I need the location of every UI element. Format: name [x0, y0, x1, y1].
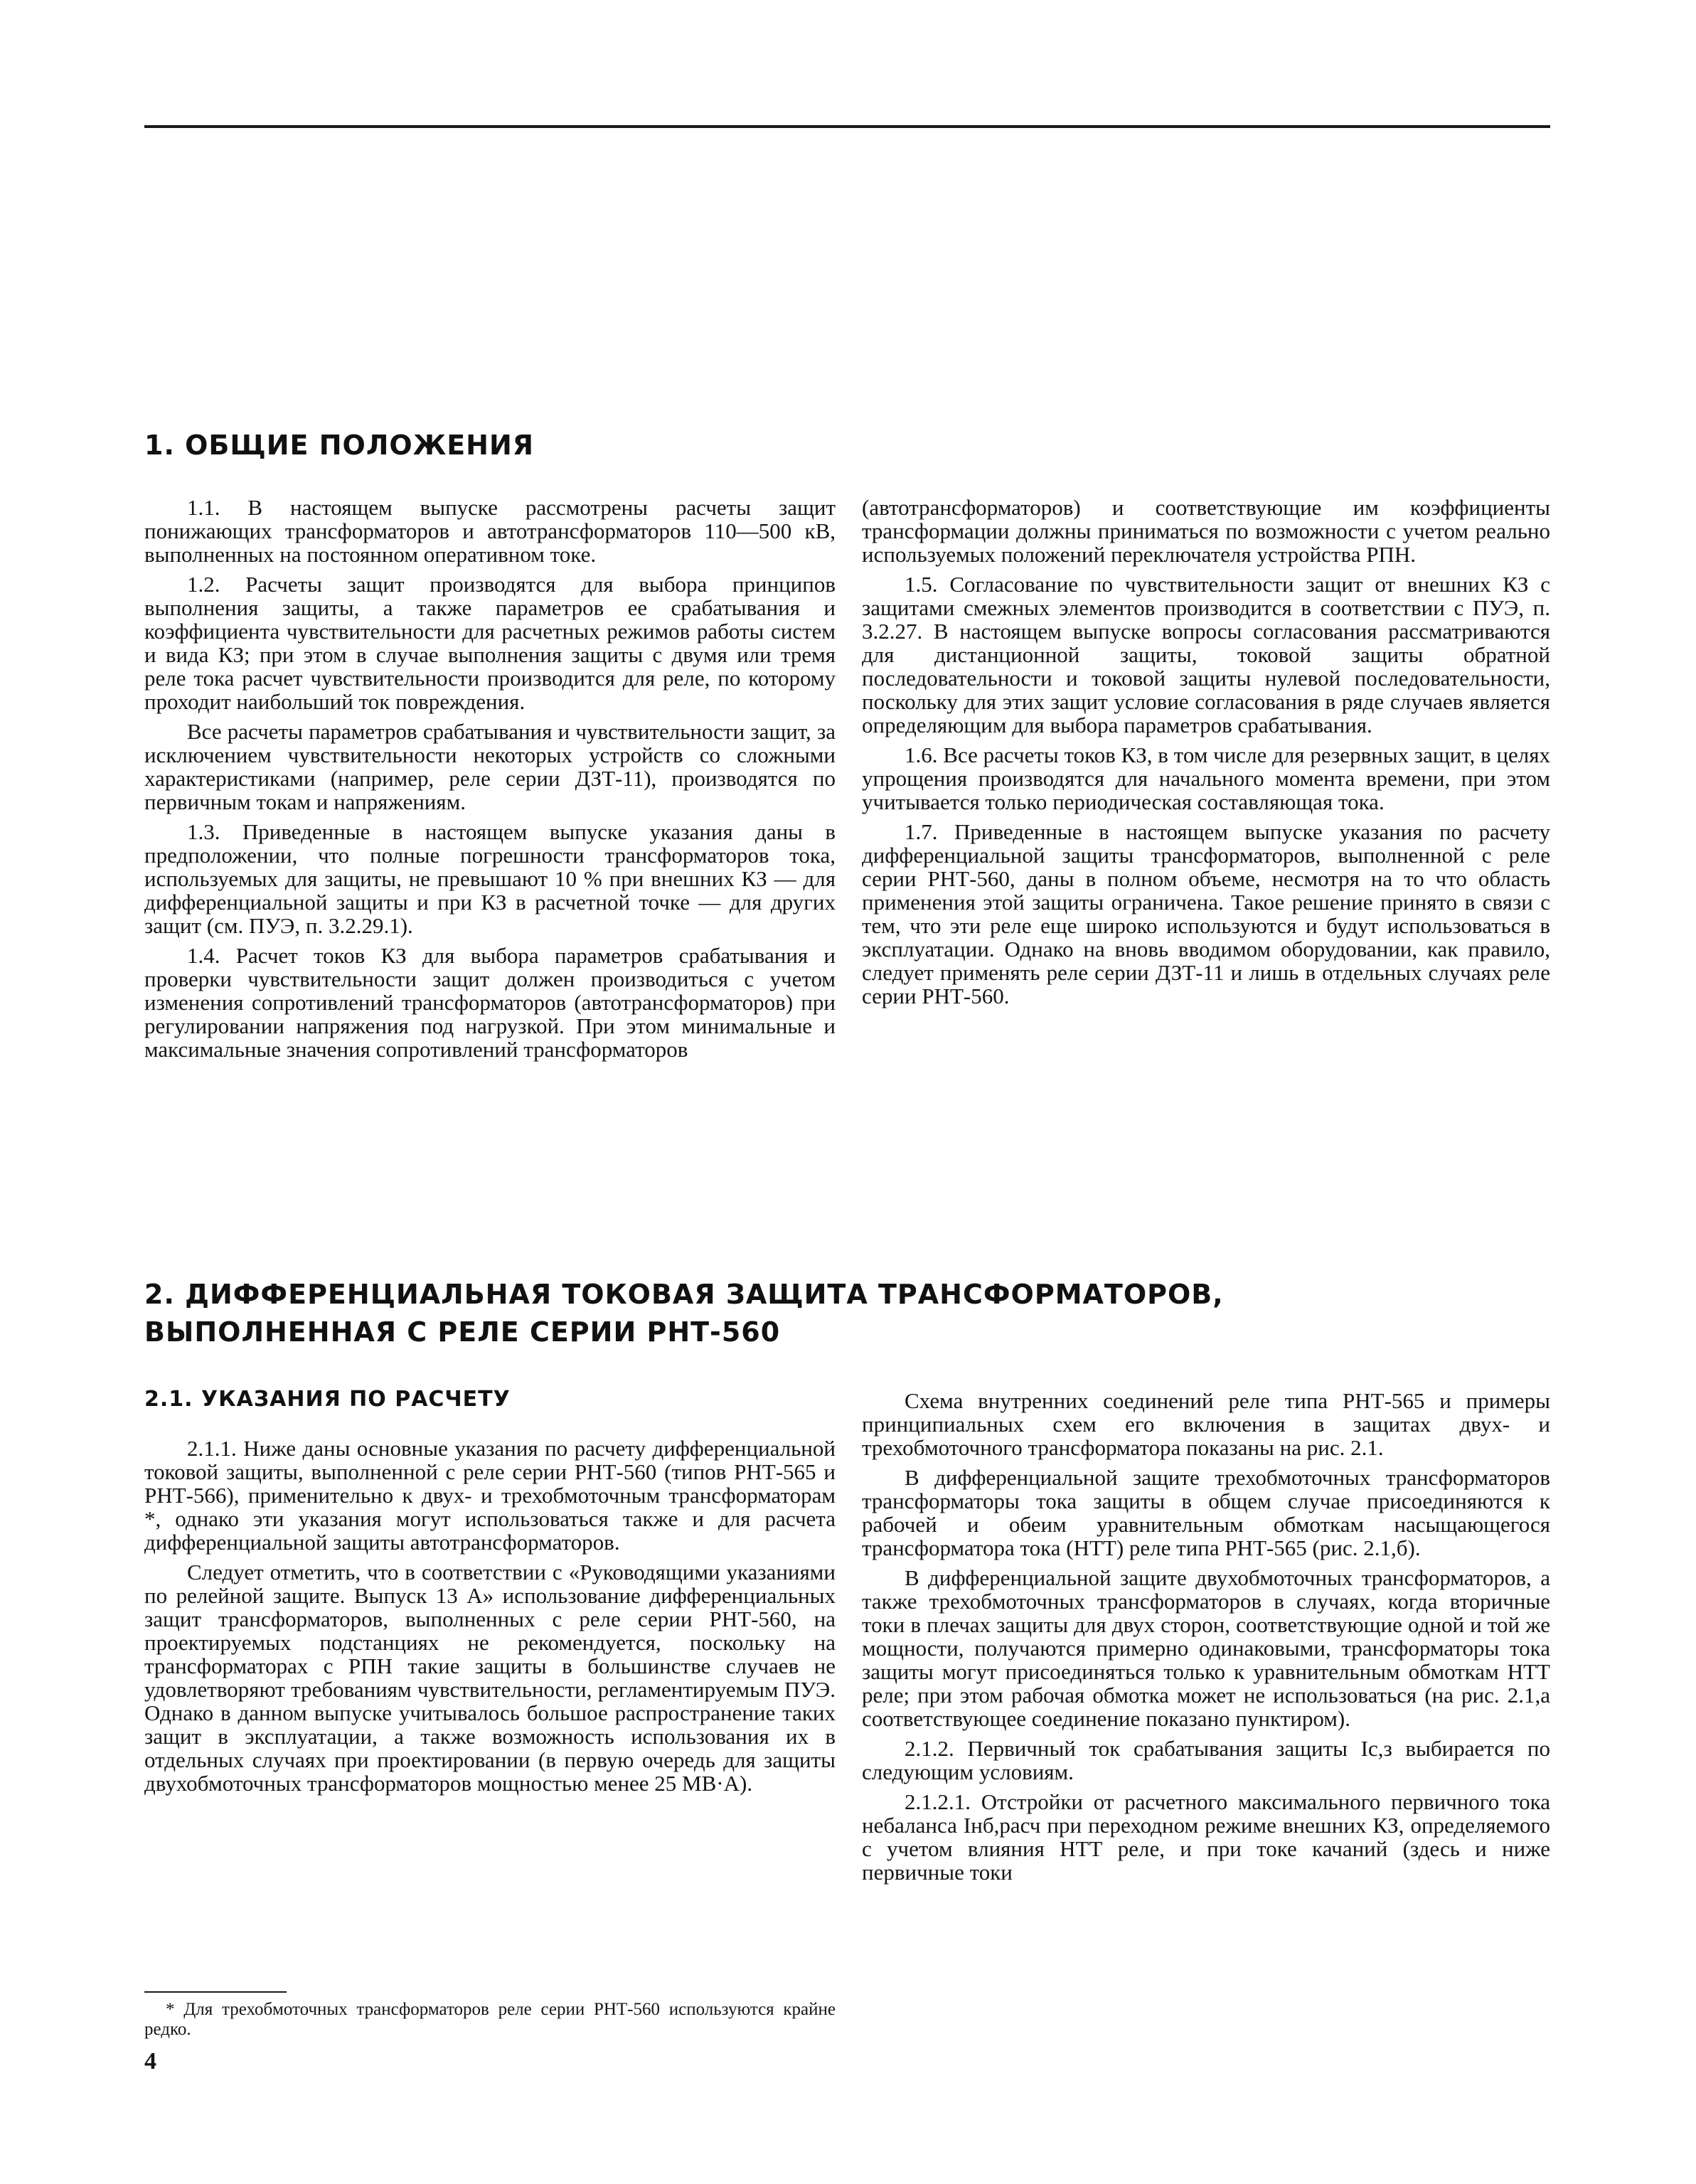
section-2-heading-line-1: 2. ДИФФЕРЕНЦИАЛЬНАЯ ТОКОВАЯ ЗАЩИТА ТРАНСФОРМАТОРОВ, — [144, 1279, 1224, 1310]
paragraph-scheme: Схема внутренних соединений реле типа РНТ-565 и примеры принципиальных схем его включения в защитах двух- и трехобмоточного трансформатора показаны на рис. 2.1. — [862, 1388, 1550, 1460]
paragraph-2-1-2-1: 2.1.2.1. Отстройки от расчетного максимального первичного тока небаланса Iнб,расч при переходном режиме внешних КЗ, определяемого с учетом влияния НТТ реле, и при токе качаний (здесь и ниже первичные токи — [862, 1789, 1550, 1885]
paragraph-2-1-1: 2.1.1. Ниже даны основные указания по расчету дифференциальной токовой защиты, выполненной с реле серии РНТ-560 (типов РНТ-565 и РНТ-566), применительно к двух- и трехобмоточным трансформаторам *, однако эти указания могут использоваться также и для расчета дифференциальной защиты автотрансформаторов. — [144, 1436, 836, 1555]
top-rule — [144, 125, 1550, 128]
paragraph-1-2: 1.2. Расчеты защит производятся для выбора принципов выполнения защиты, а также параметров ее срабатывания и коэффициента чувствительности для расчетных режимов работы систем и вида КЗ; при этом в случае выполнения защиты с двумя или тремя реле тока расчет чувствительности производится для реле, по которому проходит наибольший ток повреждения. — [144, 572, 836, 714]
footnote-rule — [144, 1991, 287, 1993]
subsection-2-1-heading: 2.1. УКАЗАНИЯ ПО РАСЧЕТУ — [144, 1387, 511, 1412]
paragraph-2-1-1-note: Следует отметить, что в соответствии с «Руководящими указаниями по релейной защите. Выпуск 13 А» использование дифференциальных защит трансформаторов, выполненных с реле серии РНТ-560, на проектируемых подстанциях не рекомендуется, поскольку на трансформаторах с РПН такие защиты в большинстве случаев не удовлетворяют требованиям чувствительности, регламентируемым ПУЭ. Однако в данном выпуске учитывалось большое распространение таких защит в эксплуатации, а также возможность использования их в отдельных случаях при проектировании (в первую очередь для защиты двухобмоточных трансформаторов мощностью менее 25 МВ·А). — [144, 1560, 836, 1796]
paragraph-three-winding: В дифференциальной защите трехобмоточных трансформаторов трансформаторы тока защиты в общем случае присоединяются к рабочей и обеим уравнительным обмоткам насыщающегося трансформатора тока (НТТ) реле типа РНТ-565 (рис. 2.1,б). — [862, 1465, 1550, 1560]
section-2-left-column — [144, 1437, 836, 1801]
paragraph-1-1: 1.1. В настоящем выпуске рассмотрены расчеты защит понижающих трансформаторов и автотрансформаторов 110—500 кВ, выполненных на постоянном оперативном токе. — [144, 495, 836, 567]
section-1-heading: 1. ОБЩИЕ ПОЛОЖЕНИЯ — [144, 430, 535, 461]
section-1-left-column — [144, 496, 836, 1067]
section-2-right-column — [862, 1389, 1550, 1890]
section-2-heading-line-2: ВЫПОЛНЕННАЯ С РЕЛЕ СЕРИИ РНТ-560 — [144, 1316, 781, 1348]
page-number: 4 — [144, 2048, 156, 2074]
paragraph-2-1-2: 2.1.2. Первичный ток срабатывания защиты Iс,з выбирается по следующим условиям. — [862, 1736, 1550, 1784]
paragraph-1-5: 1.5. Согласование по чувствительности защит от внешних КЗ с защитами смежных элементов производится в соответствии с ПУЭ, п. 3.2.27. В настоящем выпуске вопросы согласования рассматриваются для дистанционной защиты, токовой защиты обратной последовательности и токовой защиты нулевой последовательности, поскольку для этих защит условие согласования в ряде случаев является определяющим для выбора параметров срабатывания. — [862, 572, 1550, 737]
paragraph-two-winding: В дифференциальной защите двухобмоточных трансформаторов, а также трехобмоточных трансформаторов в случаях, когда вторичные токи в плечах защиты для двух сторон, соответствующие одной и той же мощности, получаются примерно одинаковыми, трансформаторы тока защиты могут присоединяться только к уравнительным обмоткам НТТ реле; при этом рабочая обмотка может не использоваться (на рис. 2.1,а соответствующее соединение показано пунктиром). — [862, 1565, 1550, 1731]
paragraph-1-2-cont: Все расчеты параметров срабатывания и чувствительности защит, за исключением чувствительности некоторых устройств со сложными характеристиками (например, реле серии ДЗТ-11), производятся по первичным токам и напряжениям. — [144, 719, 836, 814]
paragraph-1-3: 1.3. Приведенные в настоящем выпуске указания даны в предположении, что полные погрешности трансформаторов тока, используемых для защиты, не превышают 10 % при внешних КЗ — для дифференциальной защиты и при КЗ в расчетной точке — для других защит (см. ПУЭ, п. 3.2.29.1). — [144, 819, 836, 938]
paragraph-1-7: 1.7. Приведенные в настоящем выпуске указания по расчету дифференциальной защиты трансформаторов, выполненной с реле серии РНТ-560, даны в полном объеме, несмотря на то что область применения этой защиты ограничена. Такое решение принято в связи с тем, что эти реле еще широко используются и будут использоваться в эксплуатации. Однако на вновь вводимом оборудовании, как правило, следует применять реле серии ДЗТ-11 и лишь в отдельных случаях реле серии РНТ-560. — [862, 819, 1550, 1008]
paragraph-1-4-cont: (автотрансформаторов) и соответствующие им коэффициенты трансформации должны приниматься по возможности с учетом реально используемых положений переключателя устройства РПН. — [862, 495, 1550, 567]
paragraph-1-4: 1.4. Расчет токов КЗ для выбора параметров срабатывания и проверки чувствительности защит должен производиться с учетом изменения сопротивлений трансформаторов (автотрансформаторов) при регулировании напряжения под нагрузкой. При этом минимальные и максимальные значения сопротивлений трансформаторов — [144, 943, 836, 1062]
footnote: * Для трехобмоточных трансформаторов реле серии РНТ-560 используются крайне редко. — [144, 2000, 836, 2039]
paragraph-1-6: 1.6. Все расчеты токов КЗ, в том числе для резервных защит, в целях упрощения производятся для начального момента времени, при этом учитывается только периодическая составляющая тока. — [862, 742, 1550, 814]
section-1-right-column — [862, 496, 1550, 1014]
